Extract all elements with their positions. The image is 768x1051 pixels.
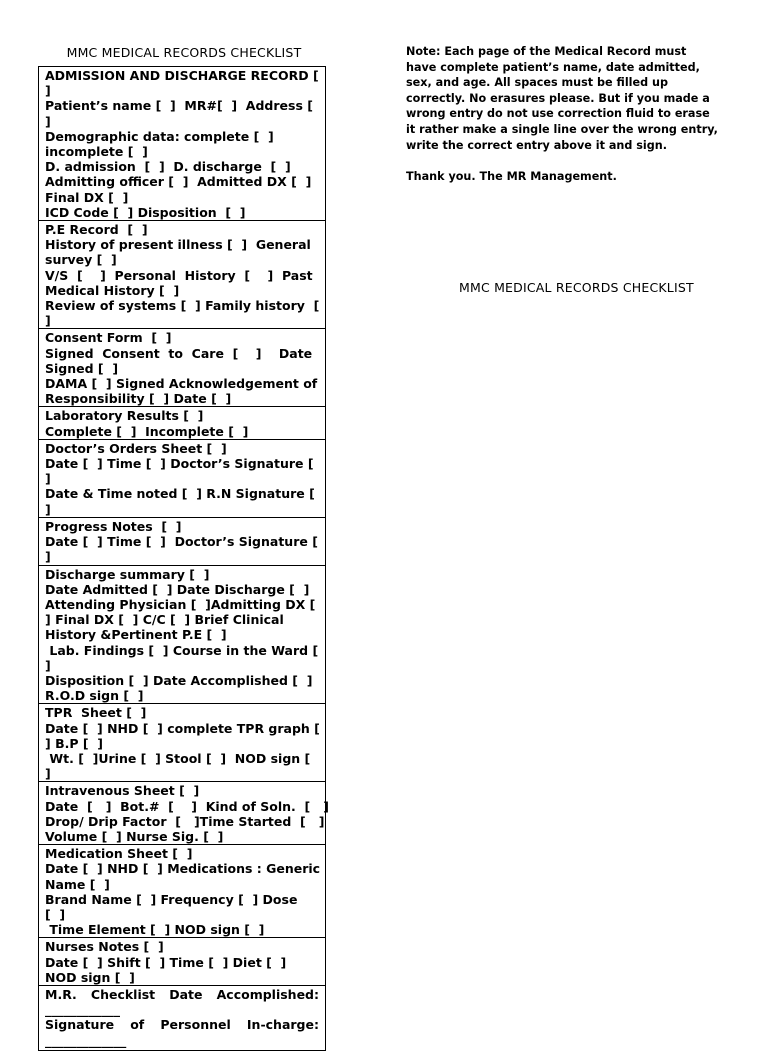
checklist-line: ] Final DX [ ] C/C [ ] Brief Clinical [45, 612, 284, 628]
checklist-line: Laboratory Results [ ] [45, 408, 204, 424]
checklist-section [39, 938, 325, 986]
checklist-line: Volume [ ] Nurse Sig. [ ] [45, 828, 224, 844]
checklist-section [39, 704, 325, 782]
checklist-line: Discharge summary [ ] [45, 566, 210, 582]
signature-label [45, 1017, 319, 1032]
checklist-section [39, 518, 325, 566]
checklist-title: MMC MEDICAL RECORDS CHECKLIST [66, 45, 302, 60]
word: Signature [45, 1017, 115, 1033]
checklist-line: Time Element [ ] NOD sign [ ] [45, 922, 265, 938]
checklist-line: Patient’s name [ ] MR#[ ] Address [ [45, 98, 313, 114]
checklist-line: Disposition [ ] Date Accomplished [ ] [45, 672, 313, 688]
checklist-line: Complete [ ] Incomplete [ ] [45, 423, 249, 439]
checklist-line: [ ] [45, 906, 66, 922]
word: Accomplished: [216, 986, 319, 1002]
checklist-line: Signed [ ] [45, 360, 119, 376]
checklist-section [39, 782, 329, 845]
checklist-line: Attending Physician [ ]Admitting DX [ [45, 596, 316, 612]
checklist-section [39, 566, 325, 705]
checklist-line: History of present illness [ ] General [45, 237, 311, 253]
checklist-section [39, 407, 325, 439]
checklist-line: D. admission [ ] D. discharge [ ] [45, 159, 291, 175]
date-accomplished-blank: ____________ [45, 1002, 120, 1018]
checklist-line: ICD Code [ ] Disposition [ ] [45, 204, 246, 220]
checklist-section [39, 845, 325, 938]
checklist-line: Intravenous Sheet [ ] [45, 783, 200, 799]
checklist-section [39, 67, 325, 221]
checklist-line: Consent Form [ ] [45, 330, 172, 346]
checklist-table [38, 66, 329, 1051]
checklist-line: Brand Name [ ] Frequency [ ] Dose [45, 891, 298, 907]
date-accomplished-label [45, 987, 319, 1002]
thank-you-line: Thank you. The MR Management. [406, 170, 617, 183]
checklist-line: Nurses Notes [ ] [45, 939, 164, 955]
checklist-title-repeat: MMC MEDICAL RECORDS CHECKLIST [459, 280, 694, 295]
checklist-line: Wt. [ ]Urine [ ] Stool [ ] NOD sign [ [45, 750, 311, 766]
checklist-line: Final DX [ ] [45, 189, 129, 205]
note-paragraph: Note: Each page of the Medical Record must have complete patient’s name, date admitted, sex, and age. All spaces must be filled up correctly. No erasures please. But if you made a wrong entry do not use correction fluid to erase it rather make a single line over the wrong entry, write the correct entry above it and sign. [406, 45, 718, 152]
checklist-line: Drop/ Drip Factor [ ]Time Started [ ] [45, 813, 325, 829]
checklist-line: Progress Notes [ ] [45, 518, 182, 534]
checklist-line: ] [45, 766, 51, 782]
checklist-line: Date [ ] NHD [ ] Medications : Generic [45, 861, 321, 877]
word: In-charge: [246, 1017, 319, 1033]
checklist-line: Date [ ] Bot.# [ ] Kind of Soln. [ ] [45, 798, 329, 814]
checklist-line: Responsibility [ ] Date [ ] [45, 391, 232, 407]
checklist-line: DAMA [ ] Signed Acknowledgement of [45, 376, 318, 392]
checklist-section [39, 329, 325, 407]
checklist-line: ] B.P [ ] [45, 735, 103, 751]
checklist-section [39, 221, 325, 329]
checklist-line: Date [ ] Time [ ] Doctor’s Signature [ [45, 534, 318, 550]
checklist-line: Date Admitted [ ] Date Discharge [ ] [45, 581, 310, 597]
checklist-line: Medication Sheet [ ] [45, 846, 193, 862]
signature-blank: _____________ [45, 1032, 127, 1048]
word: Checklist [90, 986, 156, 1002]
checklist-line: ] [45, 549, 51, 565]
word: Date [169, 986, 203, 1002]
checklist-line: Date & Time noted [ ] R.N Signature [ [45, 486, 315, 502]
checklist-line: History &Pertinent P.E [ ] [45, 627, 227, 643]
checklist-line: Admitting officer [ ] Admitted DX [ ] [45, 174, 312, 190]
checklist-line: Review of systems [ ] Family history [ [45, 298, 320, 314]
checklist-line: Doctor’s Orders Sheet [ ] [45, 440, 227, 456]
checklist-line: Demographic data: complete [ ] [45, 128, 274, 144]
checklist-line: P.E Record [ ] [45, 222, 148, 238]
checklist-line: incomplete [ ] [45, 144, 148, 160]
checklist-line: Name [ ] [45, 876, 110, 892]
checklist-line: ] [45, 113, 51, 129]
checklist-line: ] [45, 313, 51, 329]
word: M.R. [45, 986, 77, 1002]
checklist-line: ] [45, 471, 51, 487]
checklist-line: ] [45, 501, 51, 517]
word: of [130, 1017, 145, 1033]
checklist-line: Date [ ] Time [ ] Doctor’s Signature [ [45, 456, 314, 472]
checklist-line: ] [45, 83, 51, 99]
checklist-line: ADMISSION AND DISCHARGE RECORD [ [45, 68, 319, 83]
checklist-line: Date [ ] NHD [ ] complete TPR graph [ [45, 720, 320, 736]
checklist-line: Lab. Findings [ ] Course in the Ward [ [45, 642, 319, 658]
checklist-line: ] [45, 657, 51, 673]
checklist-section [39, 440, 325, 518]
checklist-line: survey [ ] [45, 252, 117, 268]
checklist-line: TPR Sheet [ ] [45, 705, 147, 721]
completion-section [39, 986, 325, 1051]
checklist-line: V/S [ ] Personal History [ ] Past [45, 267, 313, 283]
checklist-line: NOD sign [ ] [45, 969, 135, 985]
checklist-line: Signed Consent to Care [ ] Date [45, 345, 313, 361]
checklist-line: R.O.D sign [ ] [45, 688, 144, 704]
word: Personnel [160, 1017, 231, 1033]
checklist-line: Medical History [ ] [45, 282, 180, 298]
checklist-line: Date [ ] Shift [ ] Time [ ] Diet [ ] [45, 954, 287, 970]
